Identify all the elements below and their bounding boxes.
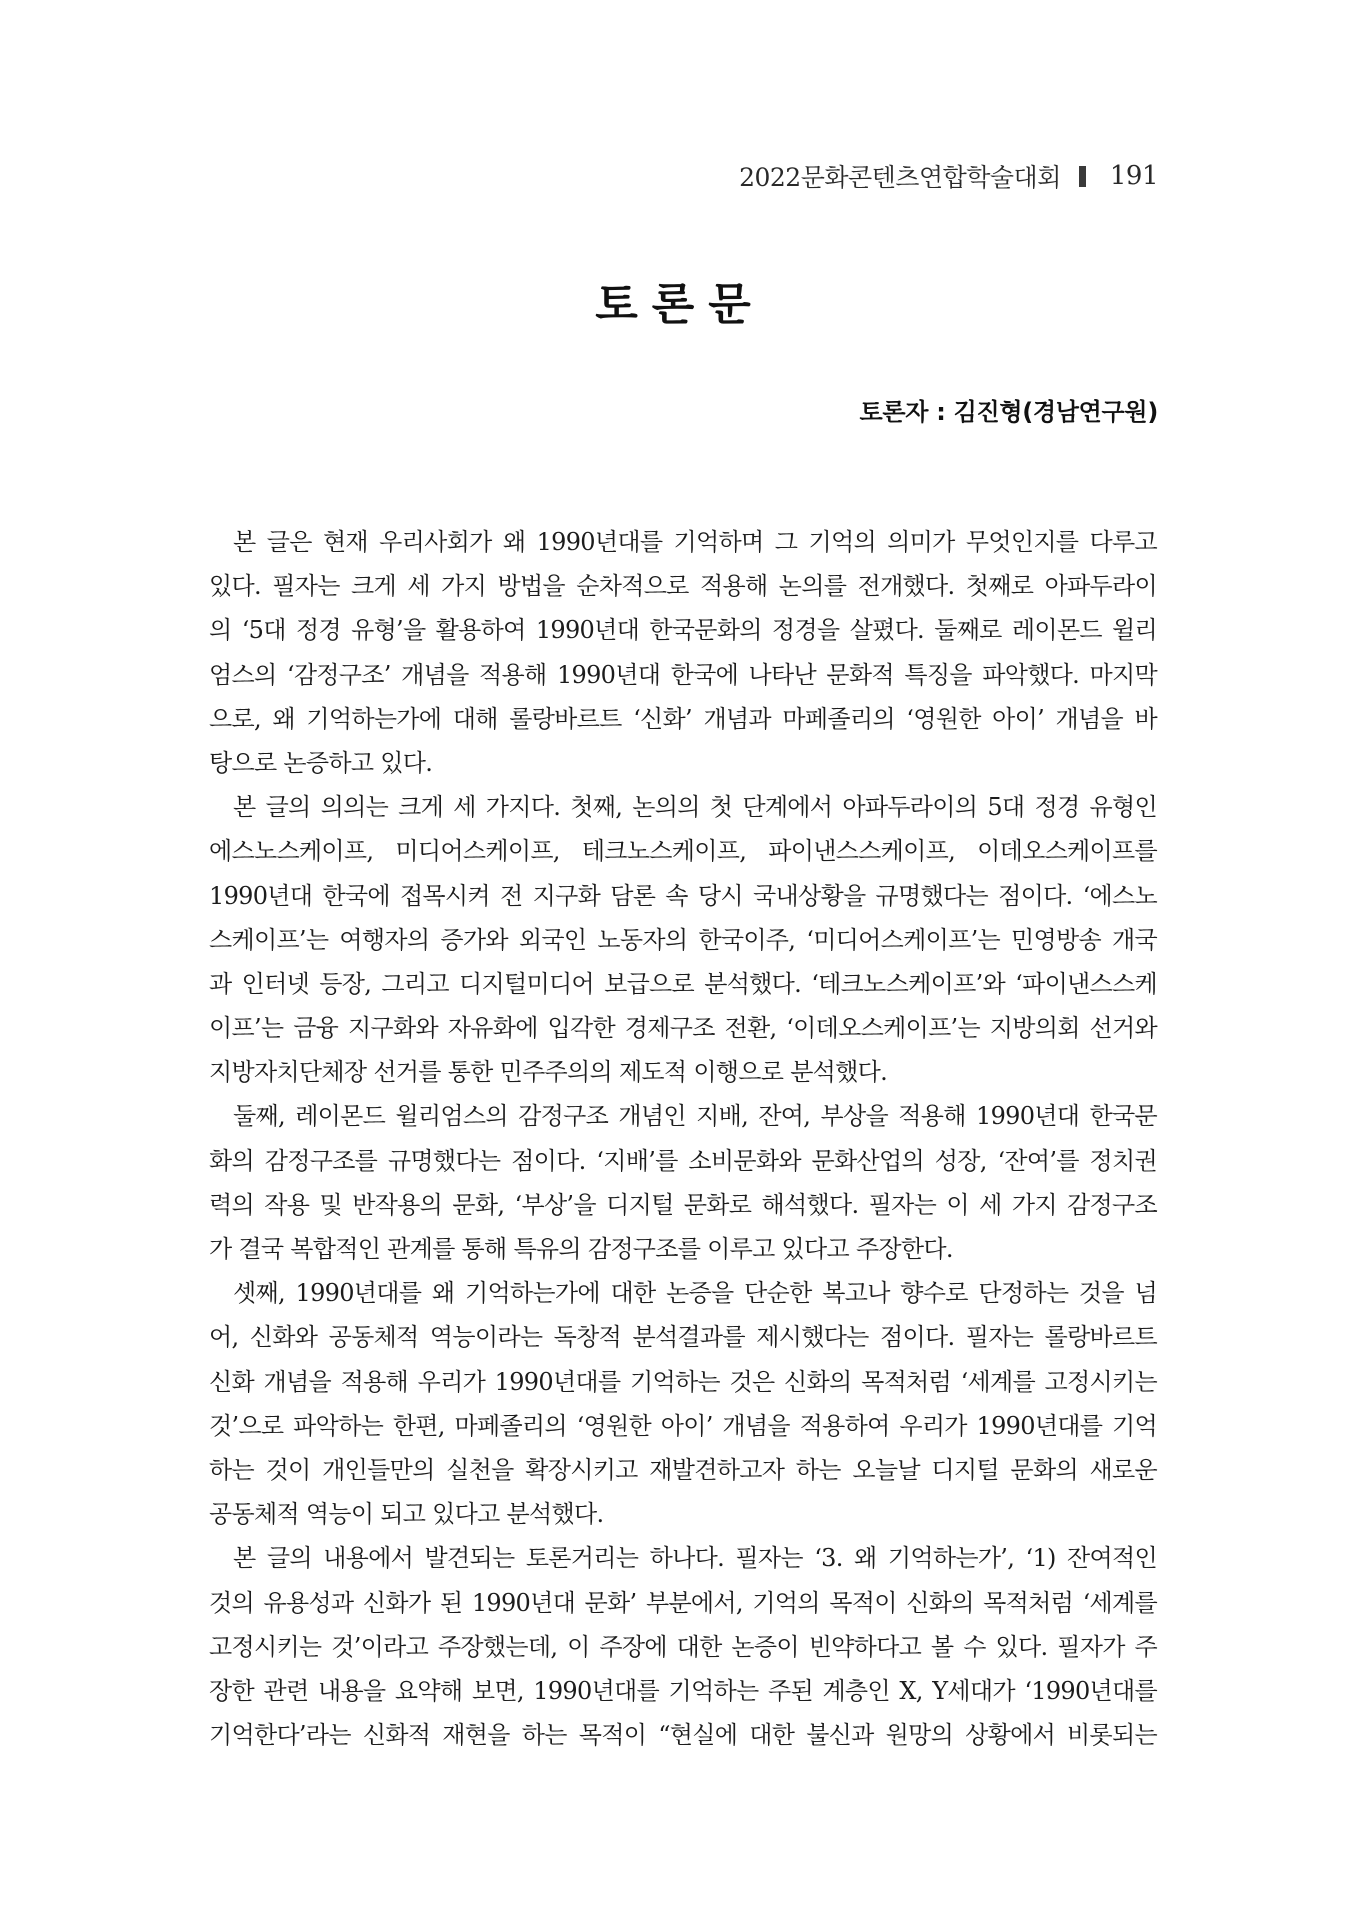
paragraph-line: 둘째, 레이몬드 윌리엄스의 감정구조 개념인 지배, 잔여, 부상을 적용해 1990년대 한국문	[233, 1102, 1157, 1131]
conference-name: 2022문화콘텐츠연합학술대회	[739, 163, 1061, 192]
paragraph-line: 으로, 왜 기억하는가에 대해 롤랑바르트 ‘신화’ 개념과 마페졸리의 ‘영원한 아이’ 개념을 바	[209, 704, 1157, 733]
paragraph-line: 지방자치단체장 선거를 통한 민주주의의 제도적 이행으로 분석했다.	[209, 1058, 888, 1087]
paragraph	[209, 520, 1157, 785]
paragraph-line: 엄스의 ‘감정구조’ 개념을 적용해 1990년대 한국에 나타난 문화적 특징을 파악했다. 마지막	[209, 660, 1157, 689]
discussant-line: 토론자 : 김진형(경남연구원)	[859, 398, 1158, 426]
paragraph-line: 고정시키는 것’이라고 주장했는데, 이 주장에 대한 논증이 빈약하다고 볼 수 있다. 필자가 주	[209, 1632, 1157, 1661]
paragraph-line: 본 글의 내용에서 발견되는 토론거리는 하나다. 필자는 ‘3. 왜 기억하는가’, ‘1) 잔여적인	[233, 1544, 1157, 1573]
paragraph-line: 하는 것이 개인들만의 실천을 확장시키고 재발견하고자 하는 오늘날 디지털 문화의 새로운	[209, 1455, 1157, 1484]
paragraph-line: 공동체적 역능이 되고 있다고 분석했다.	[209, 1500, 604, 1529]
paragraph-line: 신화 개념을 적용해 우리가 1990년대를 기억하는 것은 신화의 목적처럼 ‘세계를 고정시키는	[209, 1367, 1157, 1396]
body-text	[209, 520, 1157, 1757]
paragraph-line: 에스노스케이프, 미디어스케이프, 테크노스케이프, 파이낸스스케이프, 이데오스케이프를	[209, 837, 1157, 866]
running-header	[739, 156, 1158, 196]
paragraph-line: 탕으로 논증하고 있다.	[209, 748, 433, 777]
paragraph-line: 화의 감정구조를 규명했다는 점이다. ‘지배’를 소비문화와 문화산업의 성장, ‘잔여’를 정치권	[209, 1146, 1157, 1175]
paragraph	[209, 1536, 1157, 1757]
paragraph	[209, 785, 1157, 1094]
paragraph-line: 1990년대 한국에 접목시켜 전 지구화 담론 속 당시 국내상황을 규명했다는 점이다. ‘에스노	[209, 881, 1157, 910]
paragraph-line: 과 인터넷 등장, 그리고 디지털미디어 보급으로 분석했다. ‘테크노스케이프’와 ‘파이낸스스케	[209, 969, 1157, 998]
paragraph-line: 기억한다’라는 신화적 재현을 하는 목적이 “현실에 대한 불신과 원망의 상황에서 비롯되는	[209, 1721, 1157, 1750]
paragraph-line: 셋째, 1990년대를 왜 기억하는가에 대한 논증을 단순한 복고나 향수로 단정하는 것을 넘	[233, 1279, 1157, 1308]
paragraph-line: 이프’는 금융 지구화와 자유화에 입각한 경제구조 전환, ‘이데오스케이프’는 지방의회 선거와	[209, 1014, 1157, 1043]
paragraph-line: 스케이프’는 여행자의 증가와 외국인 노동자의 한국이주, ‘미디어스케이프’는 민영방송 개국	[209, 925, 1157, 954]
paragraph	[209, 1271, 1157, 1536]
header-separator-bar	[1079, 166, 1086, 187]
paragraph-line: 것’으로 파악하는 한편, 마페졸리의 ‘영원한 아이’ 개념을 적용하여 우리가 1990년대를 기억	[209, 1411, 1157, 1440]
paragraph-line: 가 결국 복합적인 관계를 통해 특유의 감정구조를 이루고 있다고 주장한다.	[209, 1235, 953, 1263]
paragraph-line: 의 ‘5대 정경 유형’을 활용하여 1990년대 한국문화의 정경을 살폈다. 둘째로 레이몬드 윌리	[209, 616, 1157, 645]
paragraph-line: 본 글은 현재 우리사회가 왜 1990년대를 기억하며 그 기억의 의미가 무엇인지를 다루고	[233, 528, 1157, 556]
paragraph-line: 있다. 필자는 크게 세 가지 방법을 순차적으로 적용해 논의를 전개했다. 첫째로 아파두라이	[209, 572, 1157, 601]
paragraph-line: 장한 관련 내용을 요약해 보면, 1990년대를 기억하는 주된 계층인 X, Y세대가 ‘1990년대를	[209, 1676, 1157, 1705]
paragraph-line: 것의 유용성과 신화가 된 1990년대 문화’ 부분에서, 기억의 목적이 신화의 목적처럼 ‘세계를	[209, 1588, 1157, 1617]
paragraph-line: 본 글의 의의는 크게 세 가지다. 첫째, 논의의 첫 단계에서 아파두라이의 5대 정경 유형인	[233, 793, 1157, 822]
paragraph-line: 력의 작용 및 반작용의 문화, ‘부상’을 디지털 문화로 해석했다. 필자는 이 세 가지 감정구조	[209, 1190, 1157, 1219]
paragraph-line: 어, 신화와 공동체적 역능이라는 독창적 분석결과를 제시했다는 점이다. 필자는 롤랑바르트	[209, 1323, 1157, 1352]
page-number: 191	[1109, 161, 1158, 191]
paragraph	[209, 1094, 1157, 1271]
document-title: 토론문	[595, 279, 765, 330]
